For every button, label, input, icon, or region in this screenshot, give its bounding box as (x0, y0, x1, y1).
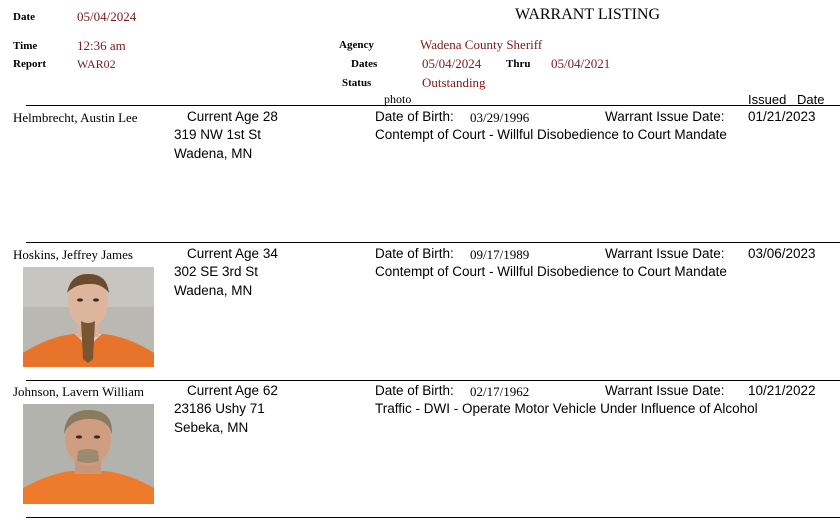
date-column-header: Date (797, 92, 825, 107)
warrant-issue-date-label: Warrant Issue Date: (605, 246, 725, 261)
issue-date-value: 01/21/2023 (748, 109, 816, 124)
current-age: Current Age 34 (187, 246, 278, 261)
status-value: Outstanding (422, 75, 486, 90)
dob-label: Date of Birth: (375, 383, 454, 398)
date-label: Date (13, 11, 35, 23)
photo-column-header: photo (384, 92, 412, 106)
current-age: Current Age 28 (187, 109, 278, 124)
dob-label: Date of Birth: (375, 109, 454, 124)
dates-from-value: 05/04/2024 (422, 56, 482, 71)
record-divider (26, 517, 840, 518)
status-label: Status (342, 77, 372, 89)
agency-value: Wadena County Sheriff (420, 37, 543, 52)
person-name: Johnson, Lavern William (13, 384, 145, 399)
warrant-issue-date-label: Warrant Issue Date: (605, 109, 725, 124)
current-age: Current Age 62 (187, 383, 278, 398)
dob-value: 09/17/1989 (470, 247, 530, 262)
warrant-issue-date-label: Warrant Issue Date: (605, 383, 725, 398)
person-name: Hoskins, Jeffrey James (13, 247, 133, 262)
dob-label: Date of Birth: (375, 246, 454, 261)
dob-value: 02/17/1962 (470, 384, 530, 399)
address-line-1: 319 NW 1st St (174, 127, 262, 142)
issue-date-value: 03/06/2023 (748, 246, 816, 261)
address-line-1: 23186 Ushy 71 (174, 401, 265, 416)
dates-label: Dates (351, 58, 378, 70)
person-name: Helmbrecht, Austin Lee (13, 110, 138, 125)
offense-text: Traffic - DWI - Operate Motor Vehicle Under Influence of Alcohol (375, 401, 758, 416)
report-value: WAR02 (77, 57, 116, 71)
time-label: Time (13, 40, 38, 52)
offense-text: Contempt of Court - Willful Disobedience to Court Mandate (375, 264, 727, 279)
record-divider (26, 380, 840, 381)
dob-value: 03/29/1996 (470, 110, 530, 125)
dates-to-value: 05/04/2021 (551, 56, 611, 71)
report-label: Report (13, 58, 46, 70)
record-divider (26, 242, 840, 243)
issued-column-header: Issued (748, 92, 787, 107)
thru-label: Thru (506, 58, 531, 70)
address-line-2: Wadena, MN (174, 283, 253, 298)
date-value: 05/04/2024 (77, 9, 137, 24)
agency-label: Agency (339, 39, 374, 51)
address-line-1: 302 SE 3rd St (174, 264, 259, 279)
issue-date-value: 10/21/2022 (748, 383, 816, 398)
address-line-2: Wadena, MN (174, 146, 253, 161)
page-title: WARRANT LISTING (515, 6, 661, 23)
time-value: 12:36 am (77, 38, 126, 53)
address-line-2: Sebeka, MN (174, 420, 249, 435)
mugshot-photo (23, 404, 154, 504)
mugshot-photo (23, 267, 154, 367)
header-divider (26, 105, 840, 106)
offense-text: Contempt of Court - Willful Disobedience to Court Mandate (375, 127, 727, 142)
